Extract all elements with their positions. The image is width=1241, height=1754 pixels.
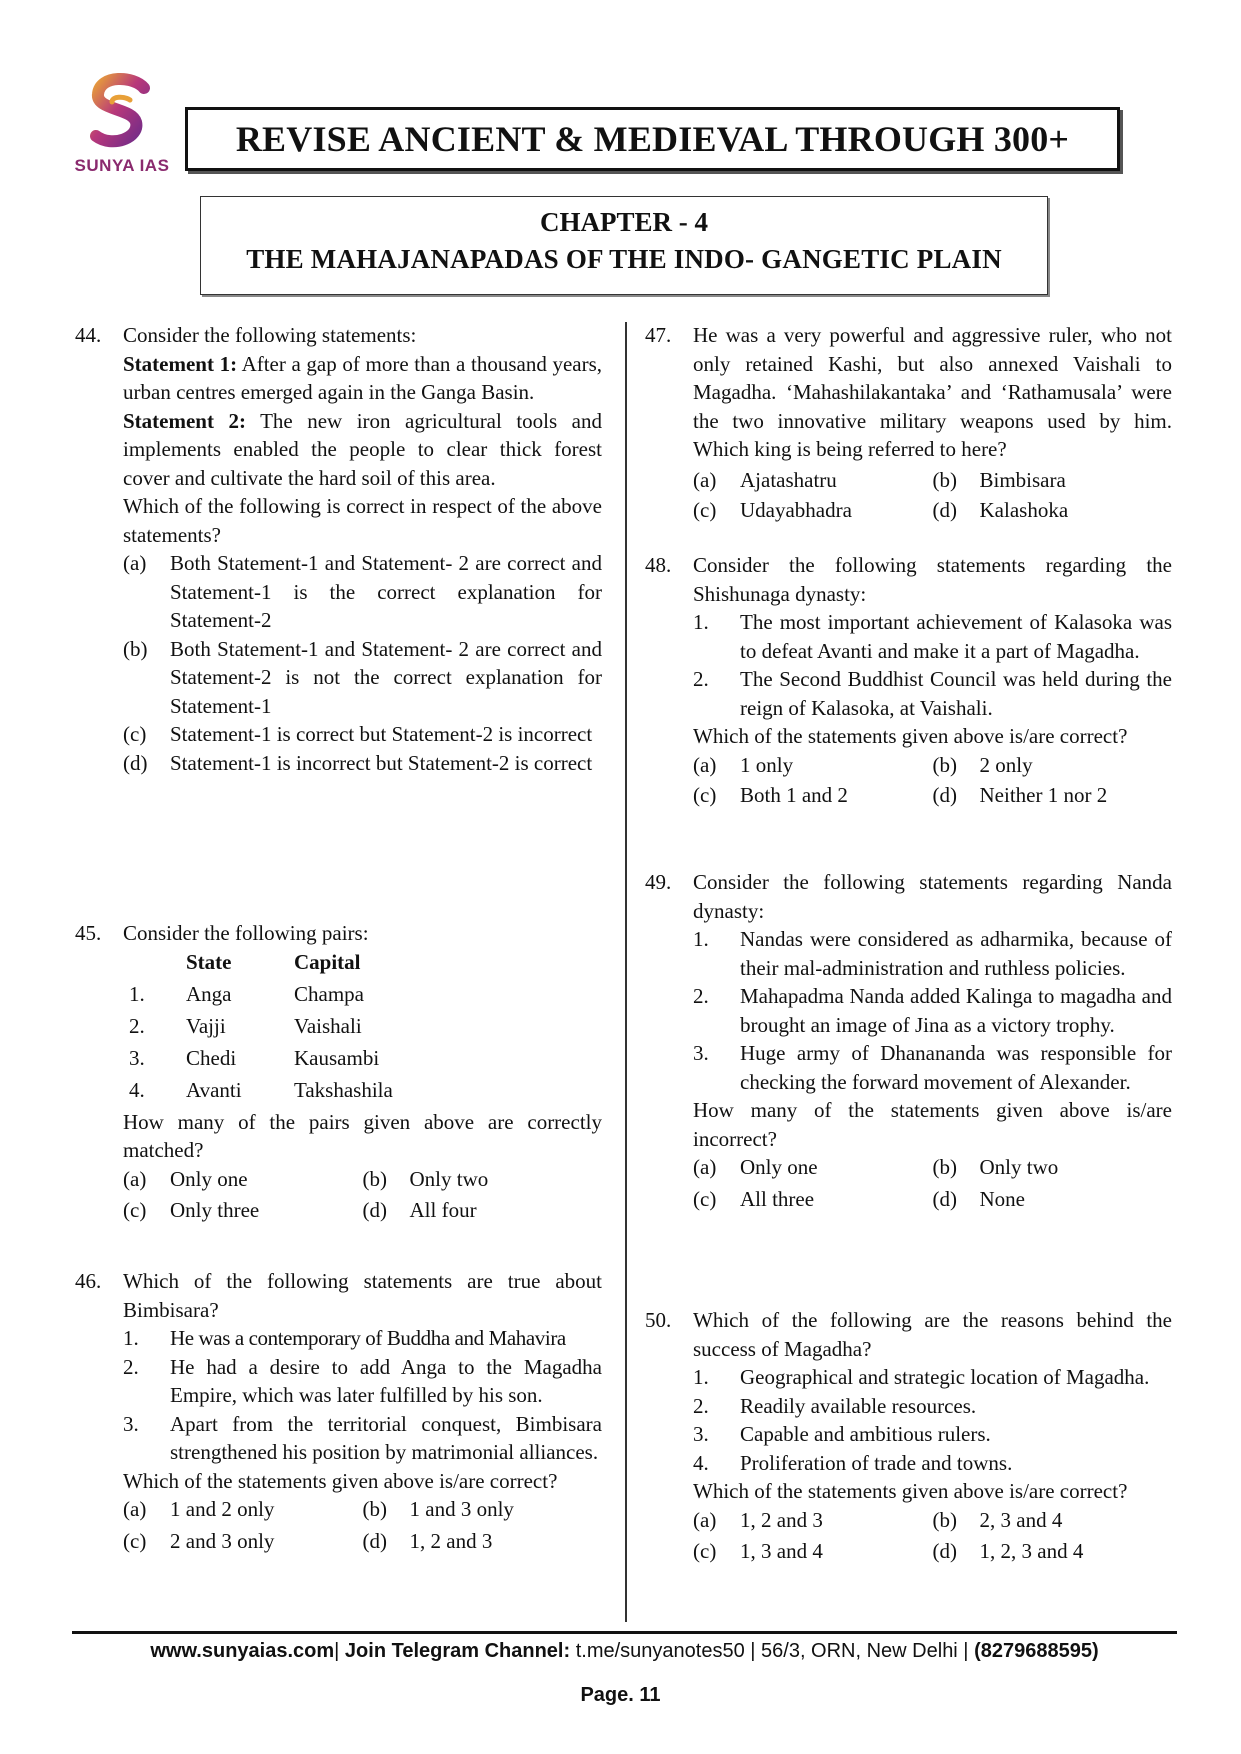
options-grid bbox=[123, 1495, 602, 1555]
option-marker: (d) bbox=[362, 1528, 387, 1553]
item-marker: 2. bbox=[693, 984, 709, 1008]
option[interactable] bbox=[363, 1165, 603, 1194]
option[interactable] bbox=[363, 1196, 603, 1225]
item-text: Huge army of Dhanananda was responsible for checking the forward movement of Alexander. bbox=[740, 1041, 1172, 1094]
option[interactable] bbox=[933, 466, 1173, 495]
item-text: Capable and ambitious rulers. bbox=[740, 1422, 991, 1446]
options-grid bbox=[693, 466, 1172, 525]
option-marker: (c) bbox=[693, 1186, 717, 1211]
list-item bbox=[693, 1420, 1172, 1449]
options-grid bbox=[693, 1506, 1172, 1566]
option-text: Only two bbox=[409, 1166, 489, 1191]
option-marker: (d) bbox=[932, 498, 957, 522]
page-number: Page. 11 bbox=[580, 1684, 661, 1706]
item-marker: 4. bbox=[693, 1450, 709, 1475]
option-text: Only two bbox=[979, 1155, 1059, 1179]
table-row bbox=[119, 1012, 393, 1044]
table-row bbox=[119, 1044, 393, 1076]
option-text: 1, 2 and 3 bbox=[740, 1507, 823, 1532]
item-text: Mahapadma Nanda added Kalinga to magadha and brought an image of Jina as a victory trophy. bbox=[740, 984, 1172, 1037]
option[interactable] bbox=[933, 1153, 1173, 1182]
option[interactable] bbox=[123, 635, 602, 721]
option-marker: (d) bbox=[932, 783, 957, 807]
option[interactable] bbox=[693, 1153, 933, 1182]
list-item bbox=[693, 1363, 1172, 1392]
item-marker: 2. bbox=[693, 667, 709, 691]
question-number: 50. bbox=[645, 1308, 672, 1332]
option-text: 2 and 3 only bbox=[170, 1528, 275, 1553]
question-text: Which of the statements given above is/are correct? bbox=[693, 724, 1128, 748]
option-marker: (a) bbox=[693, 1155, 717, 1179]
option[interactable] bbox=[693, 1537, 933, 1566]
question-number: 48. bbox=[645, 553, 672, 577]
option-text: Neither 1 nor 2 bbox=[979, 783, 1108, 807]
option[interactable] bbox=[123, 1495, 363, 1524]
column-divider bbox=[625, 322, 627, 1622]
footer-rule bbox=[72, 1631, 1177, 1634]
item-marker: 1. bbox=[693, 610, 709, 634]
question-intro: Consider the following statements regarding Nanda dynasty: bbox=[693, 870, 1172, 923]
item-text: The Second Buddhist Council was held during the reign of Kalasoka, at Vaishali. bbox=[740, 667, 1172, 720]
option-text: Bimbisara bbox=[979, 467, 1066, 492]
list-item bbox=[123, 1324, 602, 1353]
chapter-title: THE MAHAJANAPADAS OF THE INDO- GANGETIC PLAIN bbox=[246, 244, 1002, 274]
option-text: 1, 3 and 4 bbox=[740, 1539, 823, 1563]
question-number: 49. bbox=[645, 870, 672, 894]
pairs-table bbox=[119, 948, 393, 1108]
option-text: 1 only bbox=[740, 752, 794, 777]
option[interactable] bbox=[693, 1506, 933, 1535]
option-text: Both 1 and 2 bbox=[740, 783, 848, 807]
option[interactable] bbox=[933, 1185, 1173, 1214]
option[interactable] bbox=[123, 720, 602, 749]
options-grid bbox=[693, 1153, 1172, 1213]
item-marker: 1. bbox=[123, 1326, 139, 1350]
option[interactable] bbox=[933, 1537, 1173, 1566]
statement-text: The new iron agricultural tools and implements enabled the people to clear thick forest cover and cultivate the hard soil of this area. bbox=[123, 408, 602, 490]
option[interactable] bbox=[693, 466, 933, 495]
option-marker: (b) bbox=[932, 752, 957, 777]
row-number: 3. bbox=[129, 1045, 145, 1070]
option-marker: (a) bbox=[693, 752, 717, 777]
question-intro: Consider the following pairs: bbox=[123, 921, 369, 945]
option-text: Kalashoka bbox=[979, 498, 1069, 522]
option-text: None bbox=[979, 1186, 1025, 1211]
question-48 bbox=[645, 551, 1172, 810]
question-number: 47. bbox=[645, 323, 672, 347]
chapter-box bbox=[200, 196, 1048, 295]
state-cell: Vajji bbox=[186, 1013, 226, 1038]
telegram-link[interactable]: t.me/sunyanotes50 | 56/3, ORN, New Delhi | bbox=[570, 1640, 975, 1662]
option-text: Only one bbox=[170, 1166, 248, 1191]
telegram-label: Join Telegram Channel: bbox=[344, 1640, 571, 1662]
item-text: Geographical and strategic location of Magadha. bbox=[740, 1365, 1150, 1389]
sunya-s-logo-icon bbox=[72, 72, 172, 156]
website-link[interactable]: www.sunyaias.com bbox=[150, 1640, 335, 1662]
statement-2 bbox=[123, 407, 602, 493]
footer-separator: | bbox=[334, 1640, 345, 1662]
option-text: 1, 2 and 3 bbox=[409, 1528, 493, 1553]
item-marker: 1. bbox=[693, 1365, 709, 1389]
question-intro: Which of the following are the reasons behind the success of Magadha? bbox=[693, 1308, 1172, 1361]
option-marker: (d) bbox=[362, 1198, 387, 1222]
options-grid bbox=[693, 751, 1172, 810]
option[interactable] bbox=[363, 1527, 603, 1556]
column-header-capital: Capital bbox=[294, 949, 361, 974]
option-marker: (a) bbox=[693, 1507, 717, 1532]
option[interactable] bbox=[123, 749, 602, 778]
option-text: Both Statement-1 and Statement- 2 are correct and Statement-2 is not the correct explanation for Statement-1 bbox=[170, 636, 602, 718]
item-marker: 1. bbox=[693, 927, 709, 951]
item-text: Nandas were considered as adharmika, because of their mal-administration and ruthless policies. bbox=[740, 927, 1172, 980]
list-item bbox=[693, 665, 1172, 722]
option[interactable] bbox=[933, 751, 1173, 780]
option-marker: (c) bbox=[123, 722, 147, 746]
question-47 bbox=[645, 321, 1172, 525]
option-text: 2, 3 and 4 bbox=[979, 1507, 1063, 1532]
option-text: Udayabhadra bbox=[740, 498, 852, 522]
footer bbox=[72, 1640, 1177, 1663]
option-marker: (b) bbox=[932, 467, 957, 492]
option-marker: (b) bbox=[362, 1166, 387, 1191]
list-item bbox=[693, 608, 1172, 665]
option-marker: (a) bbox=[693, 467, 717, 492]
option[interactable] bbox=[123, 1527, 363, 1556]
option[interactable] bbox=[123, 1165, 363, 1194]
item-marker: 2. bbox=[693, 1393, 709, 1418]
question-text: How many of the statements given above is/are incorrect? bbox=[693, 1098, 1172, 1151]
option[interactable] bbox=[123, 549, 602, 635]
option-marker: (d) bbox=[123, 750, 148, 775]
statement-text: After a gap of more than a thousand years, urban centres emerged again in the Ganga Basin. bbox=[123, 351, 603, 404]
phone-number: (8279688595) bbox=[974, 1640, 1099, 1662]
statement-label: Statement 1: bbox=[123, 351, 238, 376]
option[interactable] bbox=[123, 1196, 363, 1225]
question-text: How many of the pairs given above are correctly matched? bbox=[123, 1109, 602, 1162]
option-marker: (b) bbox=[932, 1155, 957, 1179]
option-text: Ajatashatru bbox=[740, 467, 837, 492]
question-number: 45. bbox=[75, 921, 102, 945]
option[interactable] bbox=[693, 1185, 933, 1214]
option-text: 2 only bbox=[979, 752, 1033, 777]
table-header-row bbox=[119, 948, 393, 980]
question-text: Which of the statements given above is/are correct? bbox=[693, 1479, 1128, 1503]
item-text: The most important achievement of Kalasoka was to defeat Avanti and make it a part of Magadha. bbox=[740, 610, 1172, 663]
option[interactable] bbox=[363, 1495, 603, 1524]
statement-1 bbox=[123, 350, 602, 407]
state-cell: Avanti bbox=[186, 1077, 242, 1102]
question-number: 46. bbox=[75, 1269, 102, 1293]
list-item bbox=[693, 1039, 1172, 1096]
option[interactable] bbox=[693, 781, 933, 810]
state-cell: Chedi bbox=[186, 1045, 237, 1070]
option[interactable] bbox=[693, 751, 933, 780]
option-text: All four bbox=[409, 1198, 477, 1222]
table-row bbox=[119, 980, 393, 1012]
option-marker: (b) bbox=[123, 636, 148, 661]
item-marker: 2. bbox=[123, 1354, 139, 1379]
question-intro: Which of the following statements are true about Bimbisara? bbox=[123, 1269, 602, 1322]
option-marker: (c) bbox=[693, 783, 717, 807]
option-marker: (c) bbox=[693, 1539, 717, 1563]
option[interactable] bbox=[933, 1506, 1173, 1535]
option-text: Statement-1 is correct but Statement-2 is incorrect bbox=[170, 722, 593, 746]
option-marker: (a) bbox=[123, 551, 147, 575]
capital-cell: Champa bbox=[294, 981, 364, 1006]
logo-text: SUNYA IAS bbox=[74, 156, 170, 175]
option-marker: (d) bbox=[932, 1186, 957, 1211]
table-row bbox=[119, 1076, 393, 1108]
question-intro: Consider the following statements: bbox=[123, 323, 417, 347]
question-text: Which of the following is correct in respect of the above statements? bbox=[123, 494, 602, 547]
item-text: He was a contemporary of Buddha and Mahavira bbox=[170, 1326, 566, 1350]
column-header-state: State bbox=[186, 949, 232, 974]
list-item bbox=[693, 925, 1172, 982]
question-49 bbox=[645, 868, 1172, 1213]
option-marker: (c) bbox=[123, 1528, 147, 1553]
question-44 bbox=[75, 321, 602, 777]
option-marker: (c) bbox=[123, 1198, 147, 1222]
row-number: 1. bbox=[129, 981, 145, 1006]
list-item bbox=[123, 1410, 602, 1467]
option-text: 1, 2, 3 and 4 bbox=[979, 1539, 1084, 1563]
option-marker: (a) bbox=[123, 1166, 147, 1191]
option-marker: (a) bbox=[123, 1497, 147, 1521]
item-text: Proliferation of trade and towns. bbox=[740, 1450, 1013, 1475]
title-box bbox=[185, 107, 1120, 171]
option-marker: (b) bbox=[362, 1497, 387, 1521]
option-text: Both Statement-1 and Statement- 2 are correct and Statement-1 is the correct explanation for Statement-2 bbox=[170, 551, 602, 632]
capital-cell: Kausambi bbox=[294, 1045, 380, 1070]
page-title: REVISE ANCIENT & MEDIEVAL THROUGH 300+ bbox=[235, 119, 1070, 159]
capital-cell: Takshashila bbox=[294, 1077, 393, 1102]
list-item bbox=[693, 1392, 1172, 1421]
options-grid bbox=[123, 1165, 602, 1225]
list-item bbox=[123, 1353, 602, 1410]
question-50 bbox=[645, 1306, 1172, 1566]
option-text: 1 and 3 only bbox=[409, 1497, 514, 1521]
item-marker: 3. bbox=[693, 1422, 709, 1446]
state-cell: Anga bbox=[186, 981, 232, 1006]
question-number: 44. bbox=[75, 323, 102, 347]
question-45 bbox=[75, 919, 602, 1225]
list-item bbox=[693, 1449, 1172, 1478]
chapter-number: CHAPTER - 4 bbox=[540, 207, 708, 237]
item-text: Readily available resources. bbox=[740, 1393, 977, 1418]
option-marker: (b) bbox=[932, 1507, 957, 1532]
question-46 bbox=[75, 1267, 602, 1555]
option[interactable] bbox=[933, 781, 1173, 810]
option-text: Statement-1 is incorrect but Statement-2 is correct bbox=[170, 750, 593, 775]
question-text: Which of the statements given above is/are correct? bbox=[123, 1468, 558, 1493]
question-intro: He was a very powerful and aggressive ruler, who not only retained Kashi, but also annexed Vaishali to Magadha. ‘Mahashilakantaka’ and ‘Rathamusala’ were the two innovative military weapons used by him. Which king is being referred to here? bbox=[693, 323, 1172, 461]
option-text: Only three bbox=[170, 1198, 260, 1222]
question-intro: Consider the following statements regarding the Shishunaga dynasty: bbox=[693, 553, 1172, 606]
logo bbox=[72, 72, 172, 178]
option-text: All three bbox=[740, 1186, 815, 1211]
item-marker: 3. bbox=[123, 1411, 139, 1436]
option[interactable] bbox=[693, 496, 933, 525]
option-text: Only one bbox=[740, 1155, 818, 1179]
row-number: 4. bbox=[129, 1077, 145, 1102]
option-marker: (d) bbox=[932, 1539, 957, 1563]
statement-label: Statement 2: bbox=[123, 408, 246, 433]
option[interactable] bbox=[933, 496, 1173, 525]
option-text: 1 and 2 only bbox=[170, 1497, 275, 1521]
capital-cell: Vaishali bbox=[294, 1013, 362, 1038]
list-item bbox=[693, 982, 1172, 1039]
item-text: Apart from the territorial conquest, Bimbisara strengthened his position by matrimonial alliances. bbox=[170, 1411, 602, 1464]
item-marker: 3. bbox=[693, 1041, 709, 1065]
item-text: He had a desire to add Anga to the Magadha Empire, which was later fulfilled by his son. bbox=[170, 1354, 602, 1407]
option-marker: (c) bbox=[693, 498, 717, 522]
row-number: 2. bbox=[129, 1013, 145, 1038]
